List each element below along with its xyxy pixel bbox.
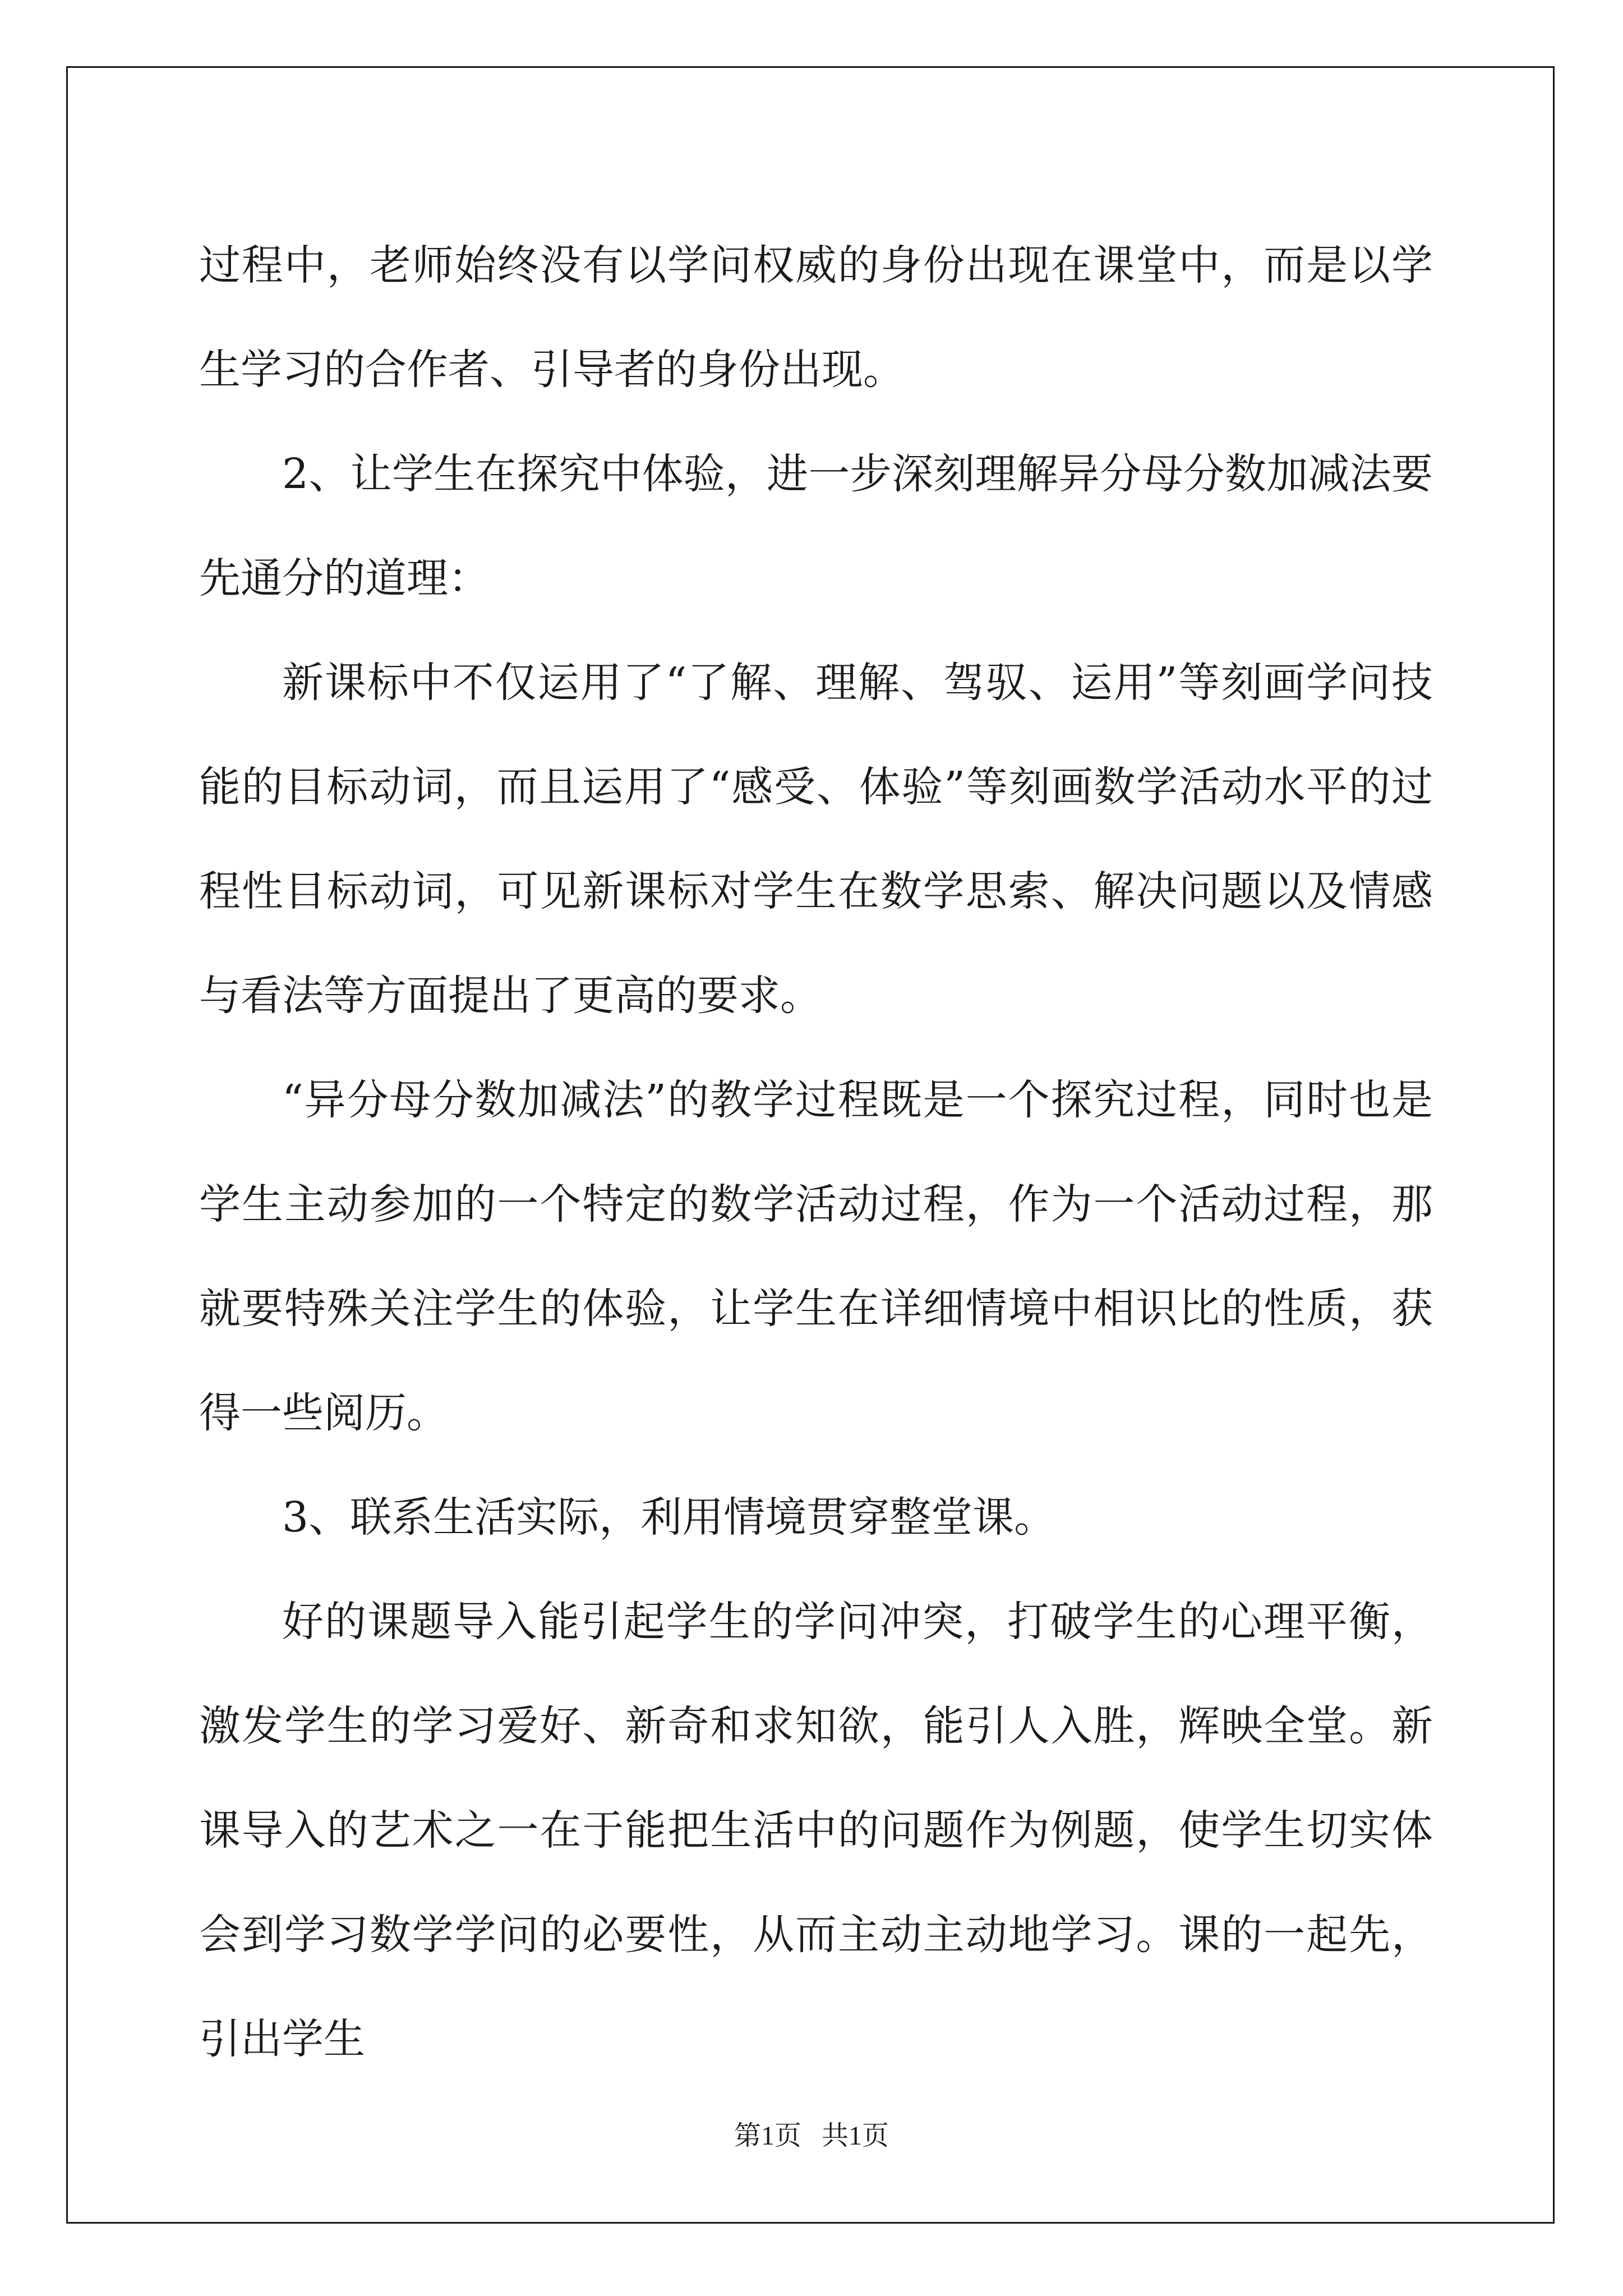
paragraph: 2、让学生在探究中体验，进一步深刻理解异分母分数加减法要先通分的道理： (199, 450, 1433, 602)
document-body (199, 213, 1433, 2091)
paragraph: 过程中，老师始终没有以学问权威的身份出现在课堂中，而是以学生学习的合作者、引导者的身份出现。 (199, 241, 1433, 394)
paragraph: 新课标中不仅运用了“了解、理解、驾驭、运用”等刻画学问技能的目标动词，而且运用了“感受、体验”等刻画数学活动水平的过程性目标动词，可见新课标对学生在数学思索、解决问题以及情感与看法等方面提出了更高的要求。 (199, 659, 1433, 1020)
paragraph: 好的课题导入能引起学生的学问冲突，打破学生的心理平衡，激发学生的学习爱好、新奇和求知欲，能引人入胜，辉映全堂。新课导入的艺术之一在于能把生活中的问题作为例题，使学生切实体会到学习数学学问的必要性，从而主动主动地学习。课的一起先，引出学生 (199, 1598, 1433, 2063)
page-number-footer: 第1页 共1页 (734, 2121, 889, 2151)
paragraph: “异分母分数加减法”的教学过程既是一个探究过程，同时也是学生主动参加的一个特定的数学活动过程，作为一个活动过程，那就要特殊关注学生的体验，让学生在详细情境中相识比的性质，获得一些阅历。 (199, 1076, 1433, 1437)
paragraph: 3、联系生活实际，利用情境贯穿整堂课。 (282, 1493, 1056, 1542)
